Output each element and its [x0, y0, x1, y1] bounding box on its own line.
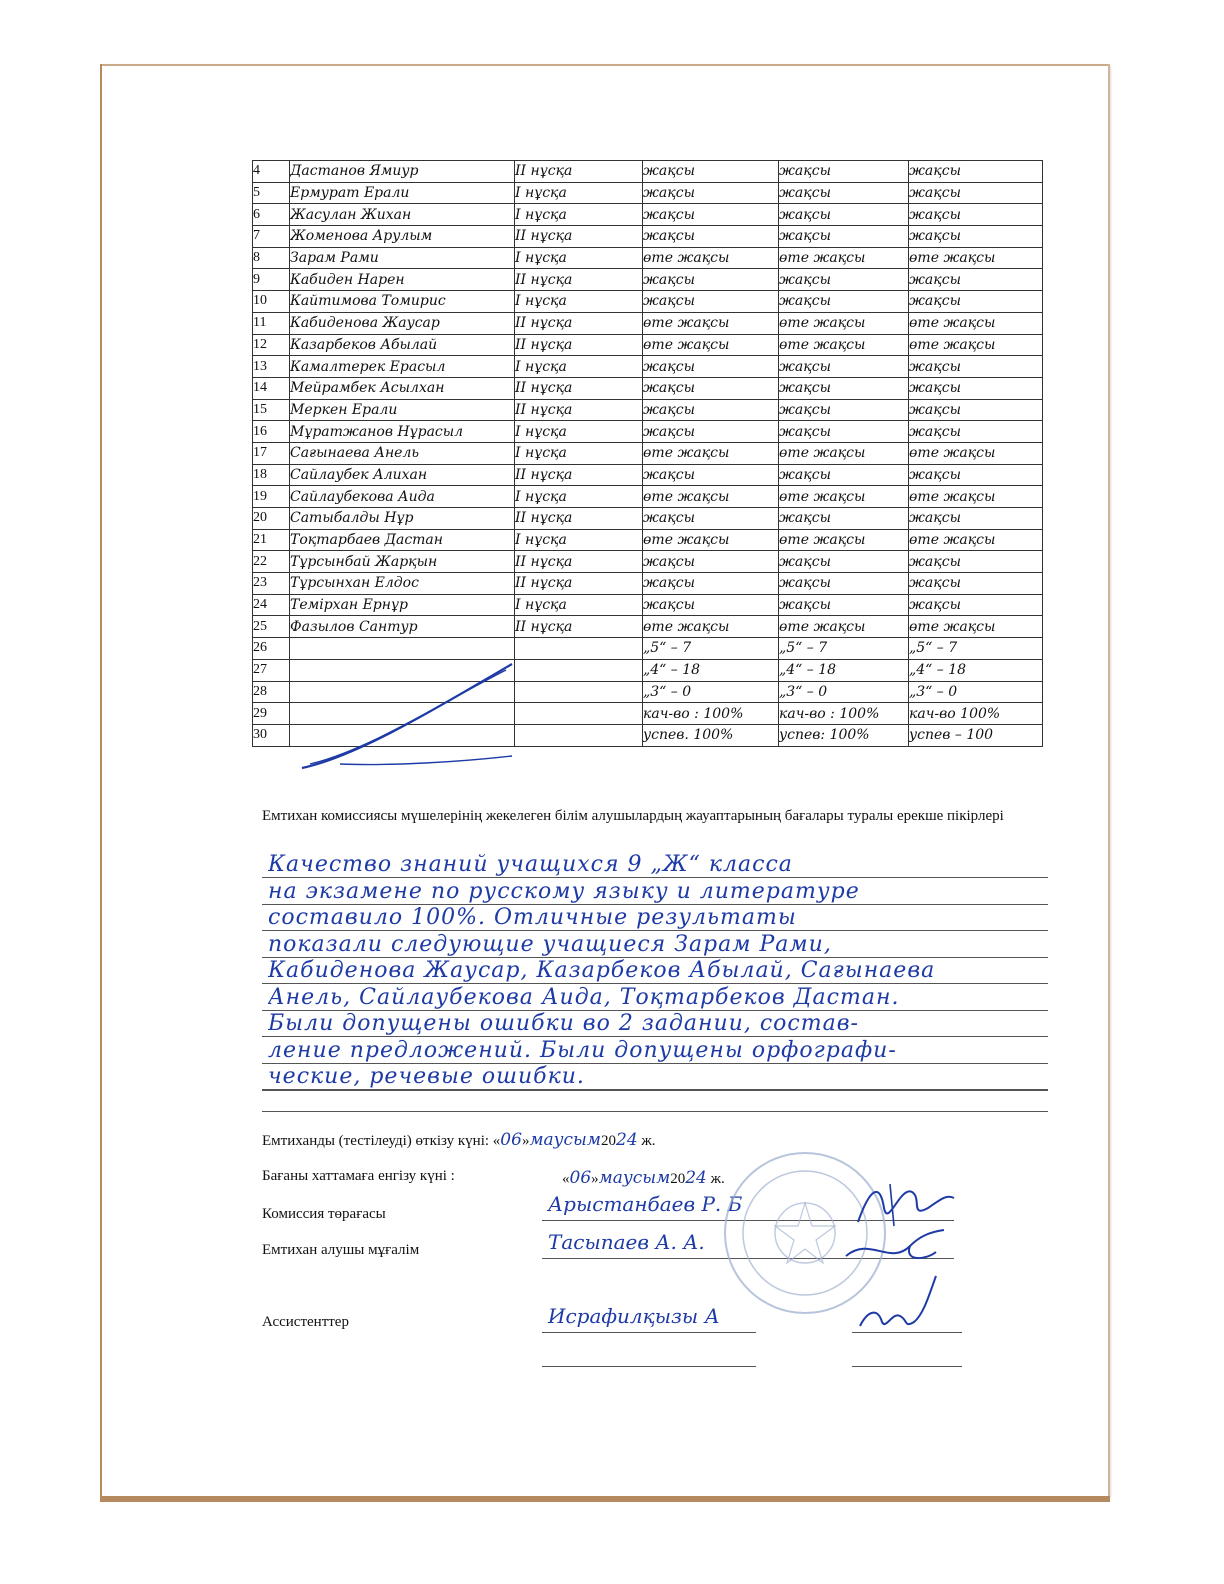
grade-date-day: 06: [569, 1168, 592, 1188]
opinion-line: Анель, Сайлаубекова Аида, Тоқтарбеков Дастан.: [268, 984, 900, 1010]
grade-1: жақсы: [643, 464, 779, 486]
opinion-line: Качество знаний учащихся 9 „Ж“ класса: [268, 852, 793, 877]
grade-2: жақсы: [779, 269, 909, 291]
exam-variant: I нұсқа: [515, 356, 643, 378]
exam-variant: II нұсқа: [515, 269, 643, 291]
exam-variant: II нұсқа: [515, 508, 643, 530]
grade-2: жақсы: [779, 464, 909, 486]
student-name: Камалтерек Ерасыл: [290, 356, 515, 378]
student-name: Казарбеков Абылай: [290, 334, 515, 356]
opinion-line: ческие, речевые ошибки.: [268, 1064, 585, 1089]
student-name: [290, 638, 515, 660]
grade-2: жақсы: [779, 291, 909, 313]
row-number: 16: [253, 421, 290, 443]
opinion-line: показали следующие учащиеся Зарам Рами,: [268, 931, 832, 957]
student-name: Ермурат Ерали: [290, 182, 515, 204]
student-name: Сағынаева Анель: [290, 442, 515, 464]
row-number: 8: [253, 247, 290, 269]
grade-2: кач-во : 100%: [779, 703, 909, 725]
cancel-stroke: [300, 660, 516, 770]
table-row: [253, 226, 1043, 248]
grade-1: жақсы: [643, 551, 779, 573]
grade-2: жақсы: [779, 421, 909, 443]
exam-variant: II нұсқа: [515, 161, 643, 183]
grades-table-body: [253, 161, 1043, 747]
exam-variant: I нұсқа: [515, 291, 643, 313]
student-name: Зарам Рами: [290, 247, 515, 269]
table-row: [253, 399, 1043, 421]
grade-2: жақсы: [779, 161, 909, 183]
assistants-label: Ассистенттер: [262, 1314, 349, 1330]
grade-3: жақсы: [909, 464, 1043, 486]
background-left: [0, 0, 102, 1584]
grade-1: кач-во : 100%: [643, 703, 779, 725]
grade-1: жақсы: [643, 508, 779, 530]
row-number: 15: [253, 399, 290, 421]
exam-variant: I нұсқа: [515, 204, 643, 226]
grade-3: өте жақсы: [909, 616, 1043, 638]
grade-1: успев. 100%: [643, 724, 779, 746]
grade-2: өте жақсы: [779, 247, 909, 269]
chair-label: Комиссия төрағасы: [262, 1206, 386, 1222]
background-right: [1110, 0, 1224, 1584]
grade-3: жақсы: [909, 182, 1043, 204]
grade-1: өте жақсы: [643, 486, 779, 508]
table-row: [253, 356, 1043, 378]
row-number: 7: [253, 226, 290, 248]
grade-2: жақсы: [779, 399, 909, 421]
grade-2: өте жақсы: [779, 334, 909, 356]
grade-2: „4“ – 18: [779, 659, 909, 681]
opinions-rule-extra-2: [262, 1111, 1048, 1112]
grade-3: „4“ – 18: [909, 659, 1043, 681]
page-edge-left: [100, 64, 102, 1500]
teacher-label: Емтихан алушы мұғалім: [262, 1242, 420, 1258]
student-name: Кайтимова Томирис: [290, 291, 515, 313]
grade-1: жақсы: [643, 421, 779, 443]
row-number: 5: [253, 182, 290, 204]
opinion-line: составило 100%. Отличные результаты: [268, 905, 797, 930]
table-row: [253, 377, 1043, 399]
exam-variant: I нұсқа: [515, 421, 643, 443]
grade-2: „3“ – 0: [779, 681, 909, 703]
grade-2: успев: 100%: [779, 724, 909, 746]
exam-date-close-quote: »: [521, 1133, 530, 1149]
table-row: [253, 421, 1043, 443]
table-row: [253, 312, 1043, 334]
table-row: [253, 247, 1043, 269]
grade-3: жақсы: [909, 204, 1043, 226]
table-row: [253, 334, 1043, 356]
row-number: 12: [253, 334, 290, 356]
grade-1: жақсы: [643, 356, 779, 378]
student-name: Тұрсынбай Жарқын: [290, 551, 515, 573]
page-edge-top: [102, 64, 1110, 66]
grade-1: өте жақсы: [643, 616, 779, 638]
grade-2: жақсы: [779, 226, 909, 248]
grade-date-year: 24: [685, 1168, 707, 1188]
row-number: 21: [253, 529, 290, 551]
row-number: 14: [253, 377, 290, 399]
exam-variant: II нұсқа: [515, 399, 643, 421]
grade-3: өте жақсы: [909, 334, 1043, 356]
exam-date-month: маусым: [529, 1130, 601, 1150]
table-row: [253, 638, 1043, 660]
exam-variant: [515, 638, 643, 660]
grade-date-label: Бағаны хаттамаға енгізу күні :: [262, 1168, 455, 1184]
student-name: Меркен Ерали: [290, 399, 515, 421]
grade-3: өте жақсы: [909, 486, 1043, 508]
grade-3: өте жақсы: [909, 442, 1043, 464]
exam-variant: [515, 703, 643, 725]
grade-3: жақсы: [909, 508, 1043, 530]
grade-1: өте жақсы: [643, 334, 779, 356]
table-row: [253, 182, 1043, 204]
opinion-line: Были допущены ошибки во 2 задании, состав-: [268, 1011, 859, 1036]
grade-3: өте жақсы: [909, 529, 1043, 551]
teacher-name: Тасыпаев А. А.: [548, 1230, 705, 1254]
grade-1: жақсы: [643, 226, 779, 248]
page-edge-right: [1108, 64, 1110, 1500]
row-number: 25: [253, 616, 290, 638]
exam-variant: II нұсқа: [515, 573, 643, 595]
grade-2: жақсы: [779, 204, 909, 226]
grade-3: өте жақсы: [909, 312, 1043, 334]
exam-variant: II нұсқа: [515, 334, 643, 356]
row-number: 26: [253, 638, 290, 660]
grade-1: жақсы: [643, 377, 779, 399]
exam-variant: I нұсқа: [515, 594, 643, 616]
table-row: [253, 508, 1043, 530]
teacher-signature: [840, 1226, 960, 1276]
table-row: [253, 573, 1043, 595]
grade-1: жақсы: [643, 182, 779, 204]
row-number: 29: [253, 703, 290, 725]
student-name: Темірхан Ернұр: [290, 594, 515, 616]
grade-3: жақсы: [909, 226, 1043, 248]
table-row: [253, 529, 1043, 551]
table-row: [253, 594, 1043, 616]
grade-1: жақсы: [643, 161, 779, 183]
row-number: 20: [253, 508, 290, 530]
student-name: Жоменова Арулым: [290, 226, 515, 248]
grade-2: жақсы: [779, 594, 909, 616]
assistant2-name-line: [542, 1366, 756, 1367]
grade-2: өте жақсы: [779, 442, 909, 464]
exam-variant: II нұсқа: [515, 312, 643, 334]
grade-2: өте жақсы: [779, 529, 909, 551]
grade-1: жақсы: [643, 269, 779, 291]
grade-date-value: [562, 1168, 725, 1188]
student-name: Дастанов Ямиур: [290, 161, 515, 183]
row-number: 17: [253, 442, 290, 464]
grade-3: өте жақсы: [909, 247, 1043, 269]
exam-date-year: 24: [616, 1130, 638, 1150]
row-number: 13: [253, 356, 290, 378]
grade-2: жақсы: [779, 551, 909, 573]
table-row: [253, 551, 1043, 573]
grade-1: жақсы: [643, 291, 779, 313]
opinions-rule-extra-1: [262, 1090, 1048, 1091]
exam-variant: II нұсқа: [515, 226, 643, 248]
chair-name: Арыстанбаев Р. Б: [548, 1192, 743, 1216]
grade-3: жақсы: [909, 399, 1043, 421]
table-row: [253, 616, 1043, 638]
grade-2: өте жақсы: [779, 486, 909, 508]
grade-1: „5“ – 7: [643, 638, 779, 660]
exam-date-suffix: ж.: [637, 1133, 656, 1149]
student-name: Тұрсынхан Елдос: [290, 573, 515, 595]
grade-date-suffix: ж.: [706, 1171, 725, 1187]
student-name: Жасулан Жихан: [290, 204, 515, 226]
grade-3: „3“ – 0: [909, 681, 1043, 703]
table-row: [253, 204, 1043, 226]
exam-date-label-text: Емтиханды (тестілеуді) өткізу күні: «: [262, 1133, 501, 1149]
table-row: [253, 269, 1043, 291]
row-number: 27: [253, 659, 290, 681]
exam-variant: [515, 681, 643, 703]
row-number: 11: [253, 312, 290, 334]
page-edge-bottom: [100, 1496, 1110, 1502]
grade-3: жақсы: [909, 551, 1043, 573]
grade-1: өте жақсы: [643, 442, 779, 464]
grade-2: жақсы: [779, 182, 909, 204]
exam-variant: II нұсқа: [515, 551, 643, 573]
grade-1: өте жақсы: [643, 529, 779, 551]
grade-3: жақсы: [909, 291, 1043, 313]
student-name: Кабиден Нарен: [290, 269, 515, 291]
grade-3: жақсы: [909, 269, 1043, 291]
grade-1: жақсы: [643, 399, 779, 421]
grade-2: жақсы: [779, 508, 909, 530]
table-row: [253, 161, 1043, 183]
exam-variant: II нұсқа: [515, 616, 643, 638]
grade-date-year-prefix: 20: [670, 1171, 686, 1187]
grade-2: өте жақсы: [779, 312, 909, 334]
grade-date-open-quote: «: [562, 1171, 570, 1187]
grade-3: жақсы: [909, 377, 1043, 399]
student-name: Кабиденова Жаусар: [290, 312, 515, 334]
opinions-heading: Емтихан комиссиясы мүшелерінің жекелеген білім алушылардың жауаптарының бағалары туралы ерекше пікірлері: [262, 808, 1004, 824]
exam-variant: II нұсқа: [515, 377, 643, 399]
row-number: 18: [253, 464, 290, 486]
grade-2: жақсы: [779, 573, 909, 595]
grade-3: жақсы: [909, 594, 1043, 616]
row-number: 6: [253, 204, 290, 226]
exam-date-day: 06: [500, 1130, 522, 1150]
grade-2: жақсы: [779, 377, 909, 399]
opinion-line: на экзамене по русскому языку и литературе: [268, 878, 860, 904]
student-name: Сайлаубекова Аида: [290, 486, 515, 508]
student-name: Мұратжанов Нұрасыл: [290, 421, 515, 443]
grade-3: жақсы: [909, 573, 1043, 595]
row-number: 28: [253, 681, 290, 703]
row-number: 4: [253, 161, 290, 183]
exam-variant: I нұсқа: [515, 182, 643, 204]
grades-table: [252, 160, 1043, 747]
grade-1: жақсы: [643, 204, 779, 226]
grade-2: „5“ – 7: [779, 638, 909, 660]
exam-variant: I нұсқа: [515, 529, 643, 551]
grade-3: жақсы: [909, 356, 1043, 378]
background-bottom: [0, 1498, 1224, 1584]
student-name: Сатыбалды Нұр: [290, 508, 515, 530]
grade-date-close-quote: »: [591, 1171, 599, 1187]
exam-variant: II нұсқа: [515, 464, 643, 486]
student-name: Сайлаубек Алихан: [290, 464, 515, 486]
grade-3: жақсы: [909, 421, 1043, 443]
row-number: 10: [253, 291, 290, 313]
grade-3: „5“ – 7: [909, 638, 1043, 660]
grade-2: өте жақсы: [779, 616, 909, 638]
opinion-line: ление предложений. Были допущены орфографи-: [268, 1037, 897, 1063]
grade-1: өте жақсы: [643, 312, 779, 334]
exam-variant: I нұсқа: [515, 247, 643, 269]
grade-1: „3“ – 0: [643, 681, 779, 703]
grade-3: успев – 100: [909, 724, 1043, 746]
opinion-line: Кабиденова Жаусар, Казарбеков Абылай, Сағынаева: [268, 958, 936, 983]
exam-date-year-prefix: 20: [601, 1133, 616, 1149]
exam-variant: I нұсқа: [515, 486, 643, 508]
grade-2: жақсы: [779, 356, 909, 378]
grade-3: кач-во 100%: [909, 703, 1043, 725]
table-row: [253, 464, 1043, 486]
table-row: [253, 291, 1043, 313]
exam-variant: I нұсқа: [515, 442, 643, 464]
table-row: [253, 442, 1043, 464]
student-name: Тоқтарбаев Дастан: [290, 529, 515, 551]
row-number: 30: [253, 724, 290, 746]
grade-1: жақсы: [643, 594, 779, 616]
student-name: Мейрамбек Асылхан: [290, 377, 515, 399]
assistant-name: Исрафилқызы А: [548, 1304, 720, 1328]
chair-signature: [850, 1178, 960, 1230]
grade-3: жақсы: [909, 161, 1043, 183]
row-number: 24: [253, 594, 290, 616]
row-number: 23: [253, 573, 290, 595]
table-row: [253, 486, 1043, 508]
grade-date-month: маусым: [598, 1168, 671, 1188]
background-top: [0, 0, 1224, 66]
exam-variant: [515, 659, 643, 681]
row-number: 19: [253, 486, 290, 508]
exam-variant: [515, 724, 643, 746]
exam-date-label: [262, 1130, 656, 1150]
student-name: Фазылов Сантур: [290, 616, 515, 638]
assistant-name-line: [542, 1332, 756, 1333]
grade-1: жақсы: [643, 573, 779, 595]
assistant2-signature-line: [852, 1366, 962, 1367]
grade-1: „4“ – 18: [643, 659, 779, 681]
row-number: 22: [253, 551, 290, 573]
assistant-signature: [852, 1272, 942, 1334]
row-number: 9: [253, 269, 290, 291]
grade-1: өте жақсы: [643, 247, 779, 269]
